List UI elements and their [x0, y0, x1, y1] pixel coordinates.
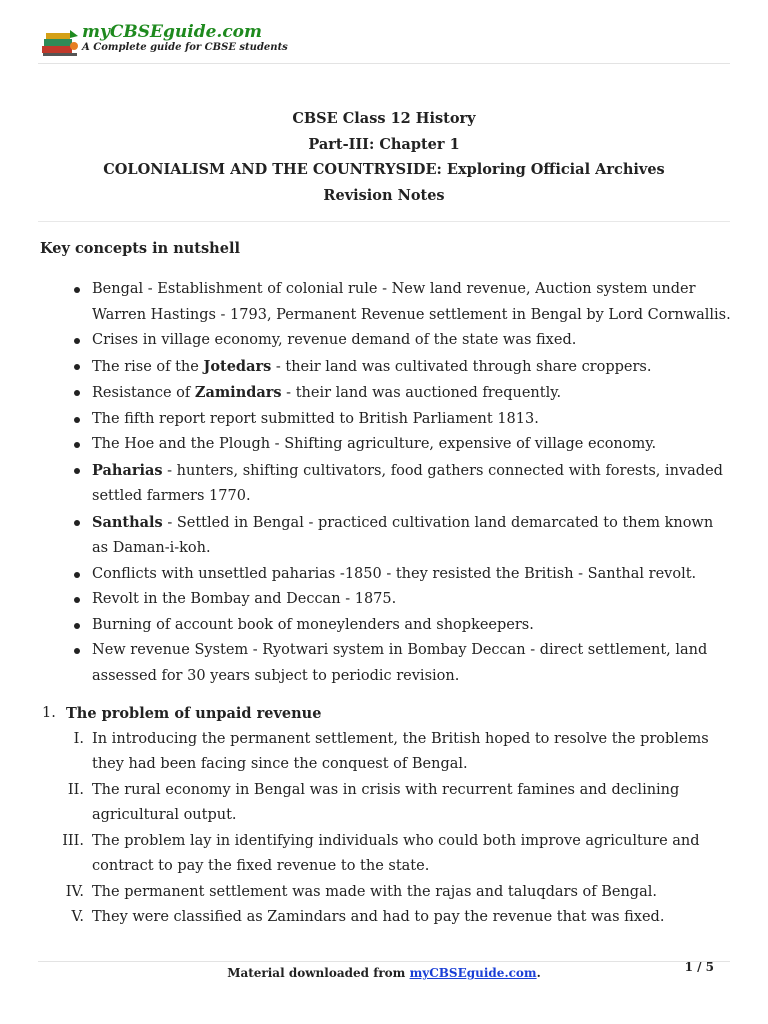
bullet-dot-icon: [74, 648, 80, 654]
key-concepts-list: [40, 277, 732, 689]
section-unpaid-revenue: [40, 701, 732, 931]
point-text: The permanent settlement was made with the rajas and taluqdars of Bengal.: [92, 883, 657, 900]
title-divider: [38, 221, 730, 222]
item-text: Bengal - Establishment of colonial rule - New land revenue, Auction system under Warren Hastings - 1793, Permanent Revenue settlement in Bengal by Lord Cornwallis.: [92, 281, 731, 323]
bullet-dot-icon: [74, 390, 80, 396]
key-concept-item: [40, 638, 732, 689]
brand-tagline: A Complete guide for CBSE students: [82, 42, 288, 53]
footer-text: [38, 963, 730, 983]
item-term: Zamindars: [194, 384, 282, 401]
item-text: - hunters, shifting cultivators, food gathers connected with forests, invaded settled farmers 1770.: [92, 462, 723, 504]
key-concept-item: [40, 354, 732, 381]
item-text: - their land was auctioned frequently.: [281, 385, 562, 401]
point-text: The rural economy in Bengal was in crisis with recurrent famines and declining agricultural output.: [92, 781, 680, 823]
key-concept-item: [40, 277, 732, 328]
bullet-dot-icon: [74, 572, 80, 578]
bullet-dot-icon: [74, 338, 80, 344]
key-concepts-heading: Key concepts in nutshell: [40, 240, 240, 257]
brand-name[interactable]: myCBSEguide.com: [82, 22, 263, 42]
page-footer: [38, 962, 730, 986]
section-points-list: [40, 727, 732, 931]
footer-site-link[interactable]: myCBSEguide.com: [409, 966, 537, 980]
bullet-dot-icon: [74, 417, 80, 423]
page-header: [38, 22, 730, 64]
key-concept-item: [40, 587, 732, 613]
section-point-item: [40, 829, 732, 880]
bullet-dot-icon: [74, 442, 80, 448]
roman-numeral: V.: [71, 909, 84, 925]
point-text: In introducing the permanent settlement, the British hoped to resolve the problems they had been facing since the conquest of Bengal.: [92, 730, 709, 772]
section-point-item: [40, 905, 732, 931]
title-class: CBSE Class 12 History: [292, 110, 476, 127]
brand-block: [82, 22, 288, 54]
roman-numeral: II.: [67, 781, 84, 798]
title-part: Part-III: Chapter 1: [308, 135, 460, 153]
books-logo-icon: [40, 26, 80, 58]
item-term: Jotedars: [203, 357, 272, 375]
item-text: Revolt in the Bombay and Deccan - 1875.: [92, 591, 397, 607]
item-text: The fifth report report submitted to British Parliament 1813.: [92, 410, 539, 427]
key-concept-item: [40, 562, 732, 588]
item-prefix: Resistance of: [92, 385, 195, 401]
item-prefix: The rise of the: [92, 358, 204, 375]
roman-numeral: I.: [73, 730, 84, 747]
section-point-item: [40, 727, 732, 778]
footer-prefix: Material downloaded from: [227, 966, 410, 980]
page-number: 1 / 5: [684, 960, 714, 974]
item-text: New revenue System - Ryotwari system in Bombay Deccan - direct settlement, land assessed for 30 years subject to periodic revision.: [92, 642, 708, 684]
bullet-dot-icon: [74, 520, 80, 526]
key-concept-item: [40, 510, 732, 562]
item-text: Conflicts with unsettled paharias -1850 - they resisted the British - Santhal revolt.: [92, 565, 697, 582]
key-concept-item: [40, 613, 732, 639]
document-titles: [38, 106, 730, 208]
item-term: Santhals: [92, 513, 163, 531]
section-heading: [40, 701, 732, 727]
section-point-item: [40, 880, 732, 906]
bullet-dot-icon: [74, 287, 80, 293]
key-concept-item: [40, 328, 732, 354]
title-notes: Revision Notes: [323, 186, 445, 204]
section-title: The problem of unpaid revenue: [66, 705, 322, 722]
item-text: The Hoe and the Plough - Shifting agriculture, expensive of village economy.: [92, 436, 657, 452]
key-concept-item: [40, 458, 732, 510]
key-concept-item: [40, 407, 732, 433]
bullet-dot-icon: [74, 623, 80, 629]
header-divider: [38, 63, 730, 64]
key-concept-item: [40, 380, 732, 407]
point-text: The problem lay in identifying individuals who could both improve agriculture and contract to pay the fixed revenue to the state.: [92, 832, 700, 874]
item-term: Paharias: [92, 461, 163, 479]
item-text: - Settled in Bengal - practiced cultivation land demarcated to them known as Daman-i-koh.: [92, 514, 714, 556]
bullet-dot-icon: [74, 468, 80, 474]
point-text: They were classified as Zamindars and had to pay the revenue that was fixed.: [92, 909, 665, 925]
bullet-dot-icon: [74, 597, 80, 603]
title-chapter: COLONIALISM AND THE COUNTRYSIDE: Exploring Official Archives: [103, 161, 665, 178]
roman-numeral: IV.: [65, 883, 84, 900]
key-concept-item: [40, 432, 732, 458]
section-number: 1.: [42, 705, 56, 721]
footer-suffix: .: [536, 966, 541, 980]
item-text: - their land was cultivated through share croppers.: [271, 358, 652, 375]
roman-numeral: III.: [62, 832, 84, 849]
bullet-dot-icon: [74, 364, 80, 370]
item-text: Crises in village economy, revenue demand of the state was fixed.: [92, 332, 577, 348]
section-point-item: [40, 778, 732, 829]
item-text: Burning of account book of moneylenders and shopkeepers.: [92, 616, 534, 633]
